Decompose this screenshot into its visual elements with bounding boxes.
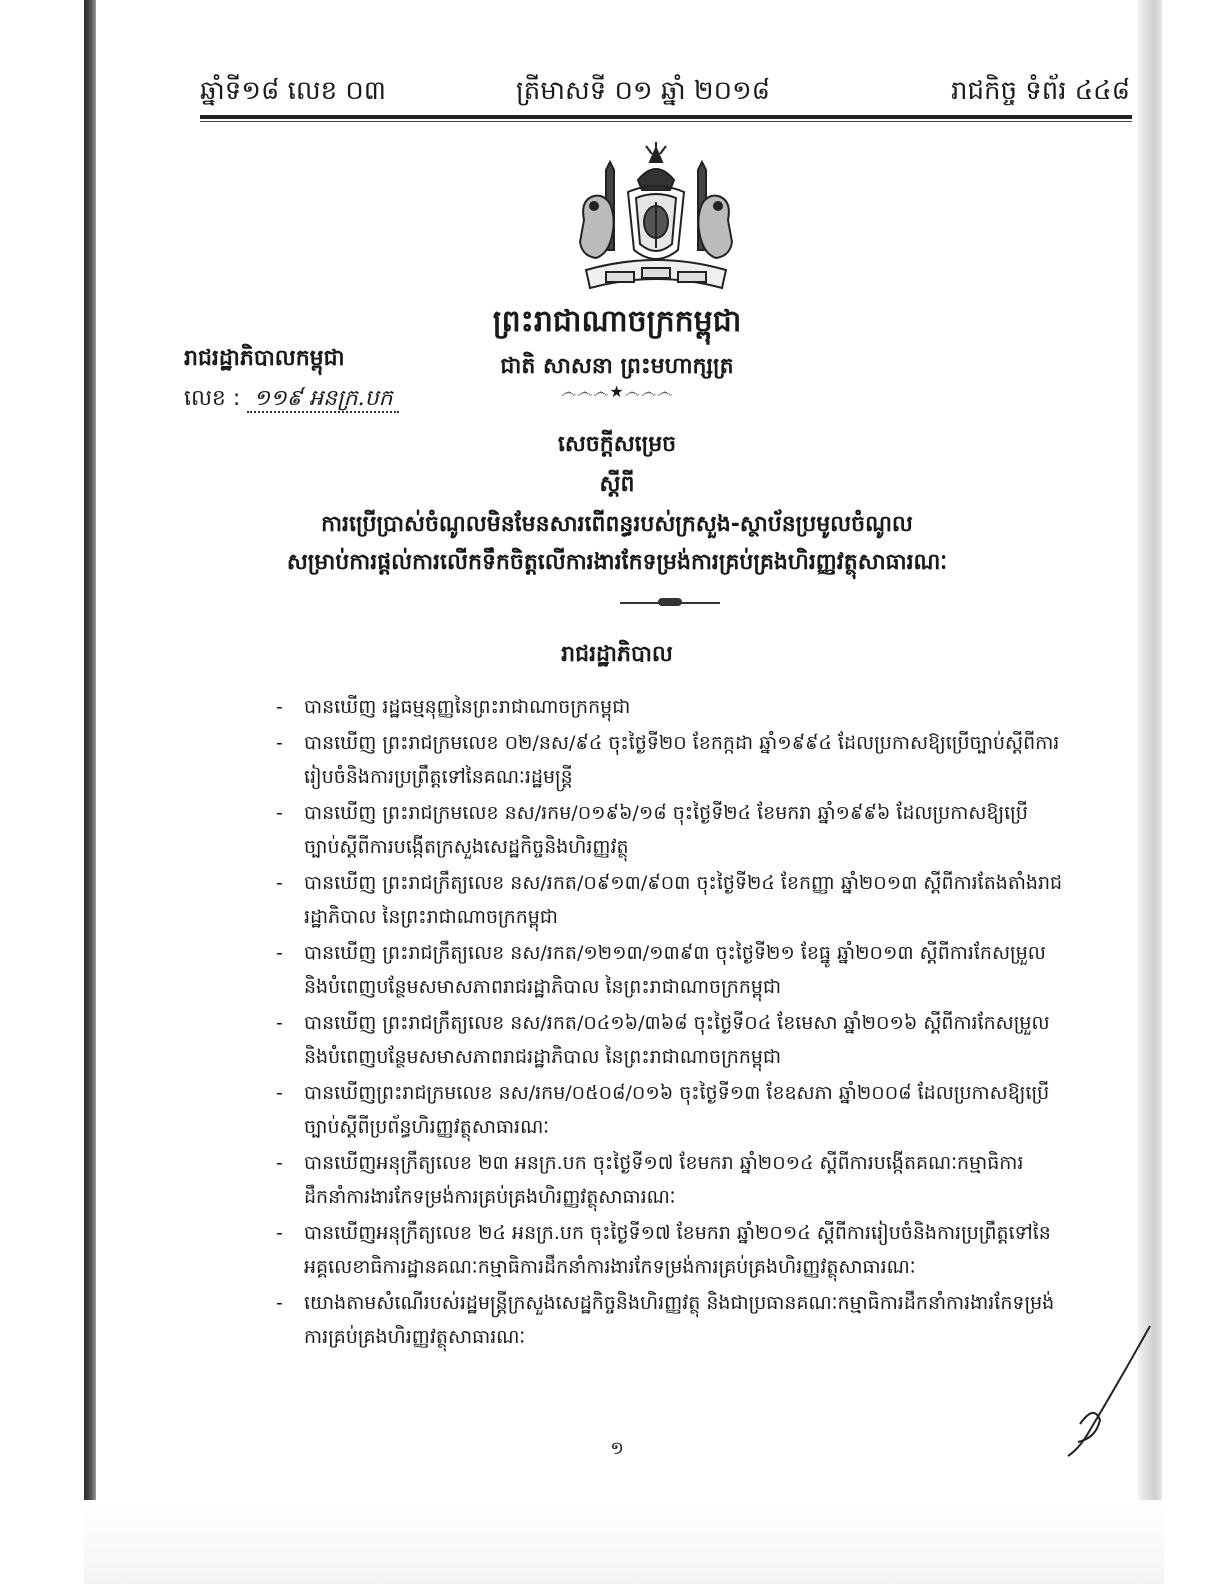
document-about: ស្តីពី <box>599 472 635 497</box>
running-header <box>200 70 1130 110</box>
clause-item: - បានឃើញ ព្រះរាជក្រមលេខ ០២/នស/៩៤ ចុះថ្ងៃទី២០ ខែកក្កដា ឆ្នាំ១៩៩៤ ដែលប្រកាសឱ្យប្រើច្បាប់ស្តីពីការ រៀបចំនិងការប្រព្រឹត្តទៅនៃគណៈរដ្ឋមន្ត្រី <box>276 732 1060 788</box>
page-number: ១ <box>610 1438 624 1459</box>
clause-item: - បានឃើញ ព្រះរាជក្រមលេខ នស/រកម/០១៩៦/១៨ ចុះថ្ងៃទី២៤ ខែមករា ឆ្នាំ១៩៩៦ ដែលប្រកាសឱ្យប្រើ ច្បាប់ស្តីពីការបង្កើតក្រសួងសេដ្ឋកិច្ចនិងហិរញ្ញវត្ថុ <box>276 802 1028 858</box>
document-number-label: លេខ : <box>184 386 241 411</box>
document-type: សេចក្តីសម្រេច <box>557 432 677 457</box>
document-number-value: ១១៩ អនក្រ.បក <box>247 386 398 413</box>
kingdom-title: ព្រះរាជាណាចក្រកម្ពុជា <box>492 304 742 339</box>
header-rule-thin <box>200 121 1132 122</box>
header-rule <box>200 115 1132 119</box>
header-gazette-page: រាជកិច្ច ទំព័រ ៤៤៨ <box>950 76 1130 106</box>
national-motto: ជាតិ សាសនា ព្រះមហាក្សត្រ <box>500 354 734 379</box>
clause-item: - បានឃើញព្រះរាជក្រមលេខ នស/រកម/០៥០៨/០១៦ ចុះថ្ងៃទី១៣ ខែឧសភា ឆ្នាំ២០០៨ ដែលប្រកាសឱ្យប្រើ ច្បាប់ស្តីពីប្រព័ន្ធហិរញ្ញវត្ថុសាធារណៈ <box>276 1082 1050 1138</box>
clause-item: - បានឃើញ ព្រះរាជក្រឹត្យលេខ នស/រកត/០៤១៦/៣៦៨ ចុះថ្ងៃទី០៤ ខែមេសា ឆ្នាំ២០១៦ ស្តីពីការកែសម្រួល និងបំពេញបន្ថែមសមាសភាពរាជរដ្ឋាភិបាល នៃព្រះរាជាណាចក្រកម្ពុជា <box>276 1012 1050 1068</box>
document-title-line-1: ការប្រើប្រាស់ចំណូលមិនមែនសារពើពន្ធរបស់ក្រសួង-ស្ថាប័នប្រមូលចំណូល <box>321 512 913 537</box>
issuer-name: រាជរដ្ឋាភិបាលកម្ពុជា <box>184 346 345 371</box>
government-heading: រាជរដ្ឋាភិបាល <box>561 642 673 667</box>
document-page <box>96 0 1138 1584</box>
scan-left-edge <box>84 0 96 1520</box>
clause-item: - បានឃើញអនុក្រឹត្យលេខ ២៣ អនក្រ.បក ចុះថ្ងៃទី១៧ ខែមករា ឆ្នាំ២០១៤ ស្តីពីការបង្កើតគណៈកម្មាធិការ ដឹកនាំការងារកែទម្រង់ការគ្រប់គ្រងហិរញ្ញវត្ថុសាធារណៈ <box>276 1152 1024 1208</box>
section-divider-ornament <box>658 598 682 606</box>
clause-item: - បានឃើញ រដ្ឋធម្មនុញ្ញនៃព្រះរាជាណាចក្រកម្ពុជា <box>276 696 631 718</box>
header-year-issue: ឆ្នាំទី១៨ លេខ ០៣ <box>200 76 387 106</box>
header-quarter: ត្រីមាសទី ០១ ឆ្នាំ ២០១៨ <box>516 76 771 106</box>
royal-coat-of-arms-icon <box>566 140 746 300</box>
clause-item: - បានឃើញ ព្រះរាជក្រឹត្យលេខ នស/រកត/០៩១៣/៩០៣ ចុះថ្ងៃទី២៤ ខែកញ្ញា ឆ្នាំ២០១៣ ស្តីពីការតែងតាំងរាជ រដ្ឋាភិបាល នៃព្រះរាជាណាចក្រកម្ពុជា <box>276 872 1063 928</box>
document-title-line-2: សម្រាប់ការផ្តល់ការលើកទឹកចិត្តលើការងារកែទម្រង់ការគ្រប់គ្រងហិរញ្ញវត្ថុសាធារណៈ <box>286 550 948 575</box>
clause-item: - បានឃើញ ព្រះរាជក្រឹត្យលេខ នស/រកត/១២១៣/១៣៩៣ ចុះថ្ងៃទី២១ ខែធ្នូ ឆ្នាំ២០១៣ ស្តីពីការកែសម្រួល និងបំពេញបន្ថែមសមាសភាពរាជរដ្ឋាភិបាល នៃព្រះរាជាណាចក្រកម្ពុជា <box>276 942 1046 998</box>
clause-item: - យោងតាមសំណើរបស់រដ្ឋមន្ត្រីក្រសួងសេដ្ឋកិច្ចនិងហិរញ្ញវត្ថុ និងជាប្រធានគណៈកម្មាធិការដឹកនាំការងារកែទម្រង់ ការគ្រប់គ្រងហិរញ្ញវត្ថុសាធារណៈ <box>276 1292 1055 1348</box>
document-number <box>184 384 399 416</box>
preamble-clauses <box>276 690 1076 1356</box>
clause-item: - បានឃើញអនុក្រឹត្យលេខ ២៤ អនក្រ.បក ចុះថ្ងៃទី១៧ ខែមករា ឆ្នាំ២០១៤ ស្តីពីការរៀបចំនិងការប្រព្រឹត្តទៅនៃ អគ្គលេខាធិការដ្ឋានគណៈកម្មាធិការដឹកនាំការងារកែទម្រង់ការគ្រប់គ្រងហិរញ្ញវត្ថុសាធារណៈ <box>276 1222 1051 1278</box>
ornament-divider: ෴෴෴★෴෴෴ <box>560 382 674 401</box>
handwritten-initial-icon <box>1050 1320 1160 1460</box>
